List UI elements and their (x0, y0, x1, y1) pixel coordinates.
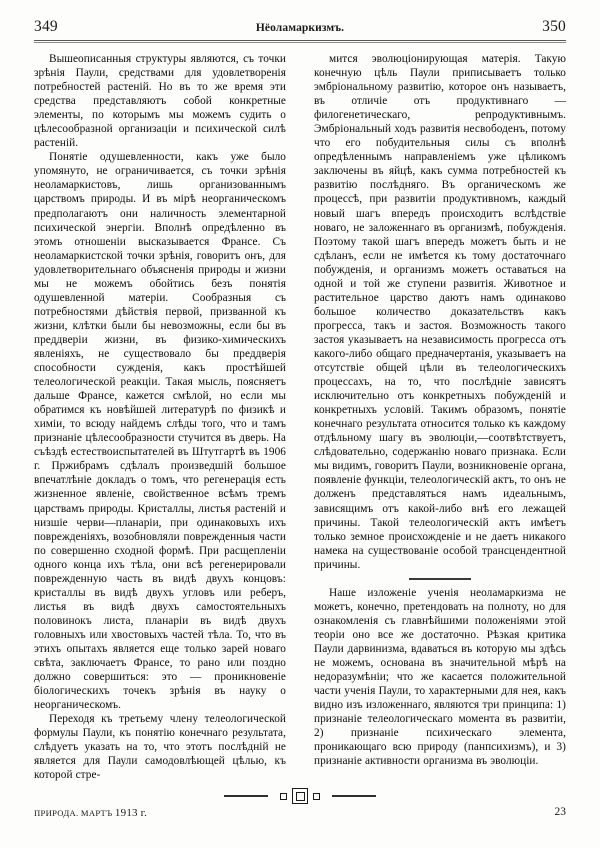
ornament-dash-left-icon (224, 795, 268, 797)
ornament-nested-square-icon (292, 788, 308, 804)
journal-imprint-text: ПРИРОДА. МАРТЪ (34, 808, 113, 818)
running-head (34, 18, 566, 40)
paragraph: мится эволюціонирующая матерія. Такую конечную цѣль Паули приписываетъ только эмбріональному развитію, которое онъ называетъ, въ отличіе отъ продуктивнаго — филогенетическаго, репродуктивнымъ. Эмбріональный ходъ развитія несвободенъ, потому что его побудительныя силы съ вполнѣ опредѣленнымъ направленіемъ уже цѣликомъ заключены въ яйцѣ, какъ сумма потребностей къ развитію послѣдняго. Въ органическомъ же процессѣ, при развитіи продуктивномъ, каждый новый шагъ впередъ происходитъ вслѣдствіе новаго, не заложеннаго въ организмѣ, побужденія. Поэтому такой шагъ впередъ можетъ быть и не сдѣланъ, если не имѣется къ тому достаточнаго побужденія, и организмъ можетъ оставаться на одной и той же ступени развитія. Животное и растительное царство даютъ намъ одинаково большое количество доказательствъ какъ прогресса, такъ и застоя. Возможность такого застоя указываетъ на независимость прогресса отъ какого-либо общаго предначертанія, указываетъ на отсутствіе общей цѣли въ телеологическихъ процессахъ, на то, что послѣдніе зависятъ исключительно отъ конкретныхъ побужденій и конкретныхъ условій. Такимъ образомъ, понятіе конечнаго результата относится только къ каждому отдѣльному шагу въ эволюціи,—соотвѣтствуетъ, слѣдовательно, содержанію новаго признака. Если мы видимъ, говоритъ Паули, возникновеніе органа, появленіе функціи, телеологическій актъ, то онъ не долженъ представляться намъ идеальнымъ, зависящимъ отъ какой-либо внѣ его лежащей причины. Такой телеологическій актъ имѣетъ только земное происхожденіе и не даетъ никакого намека на существованіе особой трансцендентной причины. (314, 53, 566, 571)
folio-left: 349 (34, 18, 58, 35)
journal-imprint (34, 806, 147, 820)
sheet-number: 23 (554, 806, 566, 818)
ornament-small-square-right-icon (313, 793, 320, 800)
folio-right: 350 (542, 18, 566, 35)
header-divider-line-bottom (34, 42, 566, 43)
paragraph: Понятіе одушевленности, какъ уже было упомянуто, не ограничивается, съ точки зрѣнія неоламаркистовъ, лишь организованнымъ царствомъ природы. И въ мірѣ неорганическомъ предполагаютъ они наличность элементарной психической энергіи. Вполнѣ опредѣленно въ этомъ отношеніи высказывается Франсе. Съ неоламаркистской точки зрѣнія, говоритъ онъ, для удовлетворительнаго объясненія природы и жизни мы не можемъ обойтись безъ понятія одушевленной матеріи. Сообразныя съ потребностями дѣйствія первой, призванной къ жизни, клѣтки были бы невозможны, если бы въ преддверіи жизни, въ физико-химическихъ явленіяхъ, не существовало бы преддверія способности сужденія, какъ простѣйшей телеологической реакціи. Такая мысль, поясняетъ дальше Франсе, кажется смѣлой, но если мы обратимся къ новѣйшей литературѣ по физикѣ и химіи, то всюду найдемъ слѣды того, что и тамъ признаніе цѣлесообразности стучится въ дверь. На съѣздѣ естествоиспытателей въ Штутгартѣ въ 1906 г. Пржибрамъ сдѣлалъ произведшій большое впечатлѣніе докладъ о томъ, что регенерація есть жизненное явленіе, свойственное всѣмъ тремъ царствамъ природы. Кристаллы, листья растеній и низшіе черви—планаріи, при одинаковыхъ ихъ поврежденіяхъ, возобновляли поврежденныя части по совершенно сходной формѣ. При расщепленіи одного конца ихъ тѣла, они всѣ регенерировали поврежденную часть въ видѣ двухъ концовъ: кристаллы въ видѣ двухъ угловъ или реберъ, листья въ видѣ двухъ самостоятельныхъ половинокъ листа, планаріи въ видѣ двухъ головныхъ или хвостовыхъ частей тѣла. То, что въ этихъ опытахъ является еще только зарей новаго свѣта, заключаетъ Франсе, то рано или поздно должно совершиться: это — проникновеніе біологическихъ точекъ зрѣнія въ науку о неорганическомъ. (34, 151, 286, 712)
column-left (34, 52, 286, 782)
journal-imprint-year: 1913 г. (114, 807, 148, 819)
section-divider (409, 578, 471, 580)
ornament-small-square-left-icon (280, 793, 287, 800)
column-right (314, 52, 566, 768)
paragraph: Вышеописанныя структуры являются, съ точки зрѣнія Паули, средствами для удовлетворенія потребностей растеній. Но въ то же время эти средства представляютъ собой конкретные элементы, по которымъ мы можемъ судить о цѣлесообразной организаціи и психической силѣ растеній. (34, 53, 286, 150)
header-divider (34, 40, 566, 43)
page-title: Нёоламаркизмъ. (255, 22, 345, 34)
page-footer (34, 806, 566, 824)
header-divider-line-top (34, 40, 566, 41)
paragraph: Наше изложеніе ученія неоламаркизма не можетъ, конечно, претендовать на полноту, но для ознакомленія съ главнѣйшими положеніями этой теоріи оно все же достаточно. Рѣзкая критика Паули дарвинизма, вдаваться въ которую мы здѣсь не можемъ, основана въ значительной мѣрѣ на недоразумѣніи; что же касается положительной части ученія Паули, то характерными для нея, какъ видно изъ изложеннаго, являются три принципа: 1) признаніе телеологическаго момента въ развитіи, 2) признаніе психическаго элемента, проникающаго всю природу (панпсихизмъ), и 3) признаніе активности организма въ эволюціи. (314, 586, 566, 768)
square-ornament (0, 786, 600, 806)
paragraph: Переходя къ третьему члену телеологической формулы Паули, къ понятію конечнаго результата, слѣдуетъ указать на то, что этотъ послѣдній не является для Паули самодовлѣющей цѣлью, къ которой стре- (34, 713, 286, 782)
ornament-dash-right-icon (332, 795, 376, 797)
ornament-inner-square-icon (296, 792, 305, 801)
